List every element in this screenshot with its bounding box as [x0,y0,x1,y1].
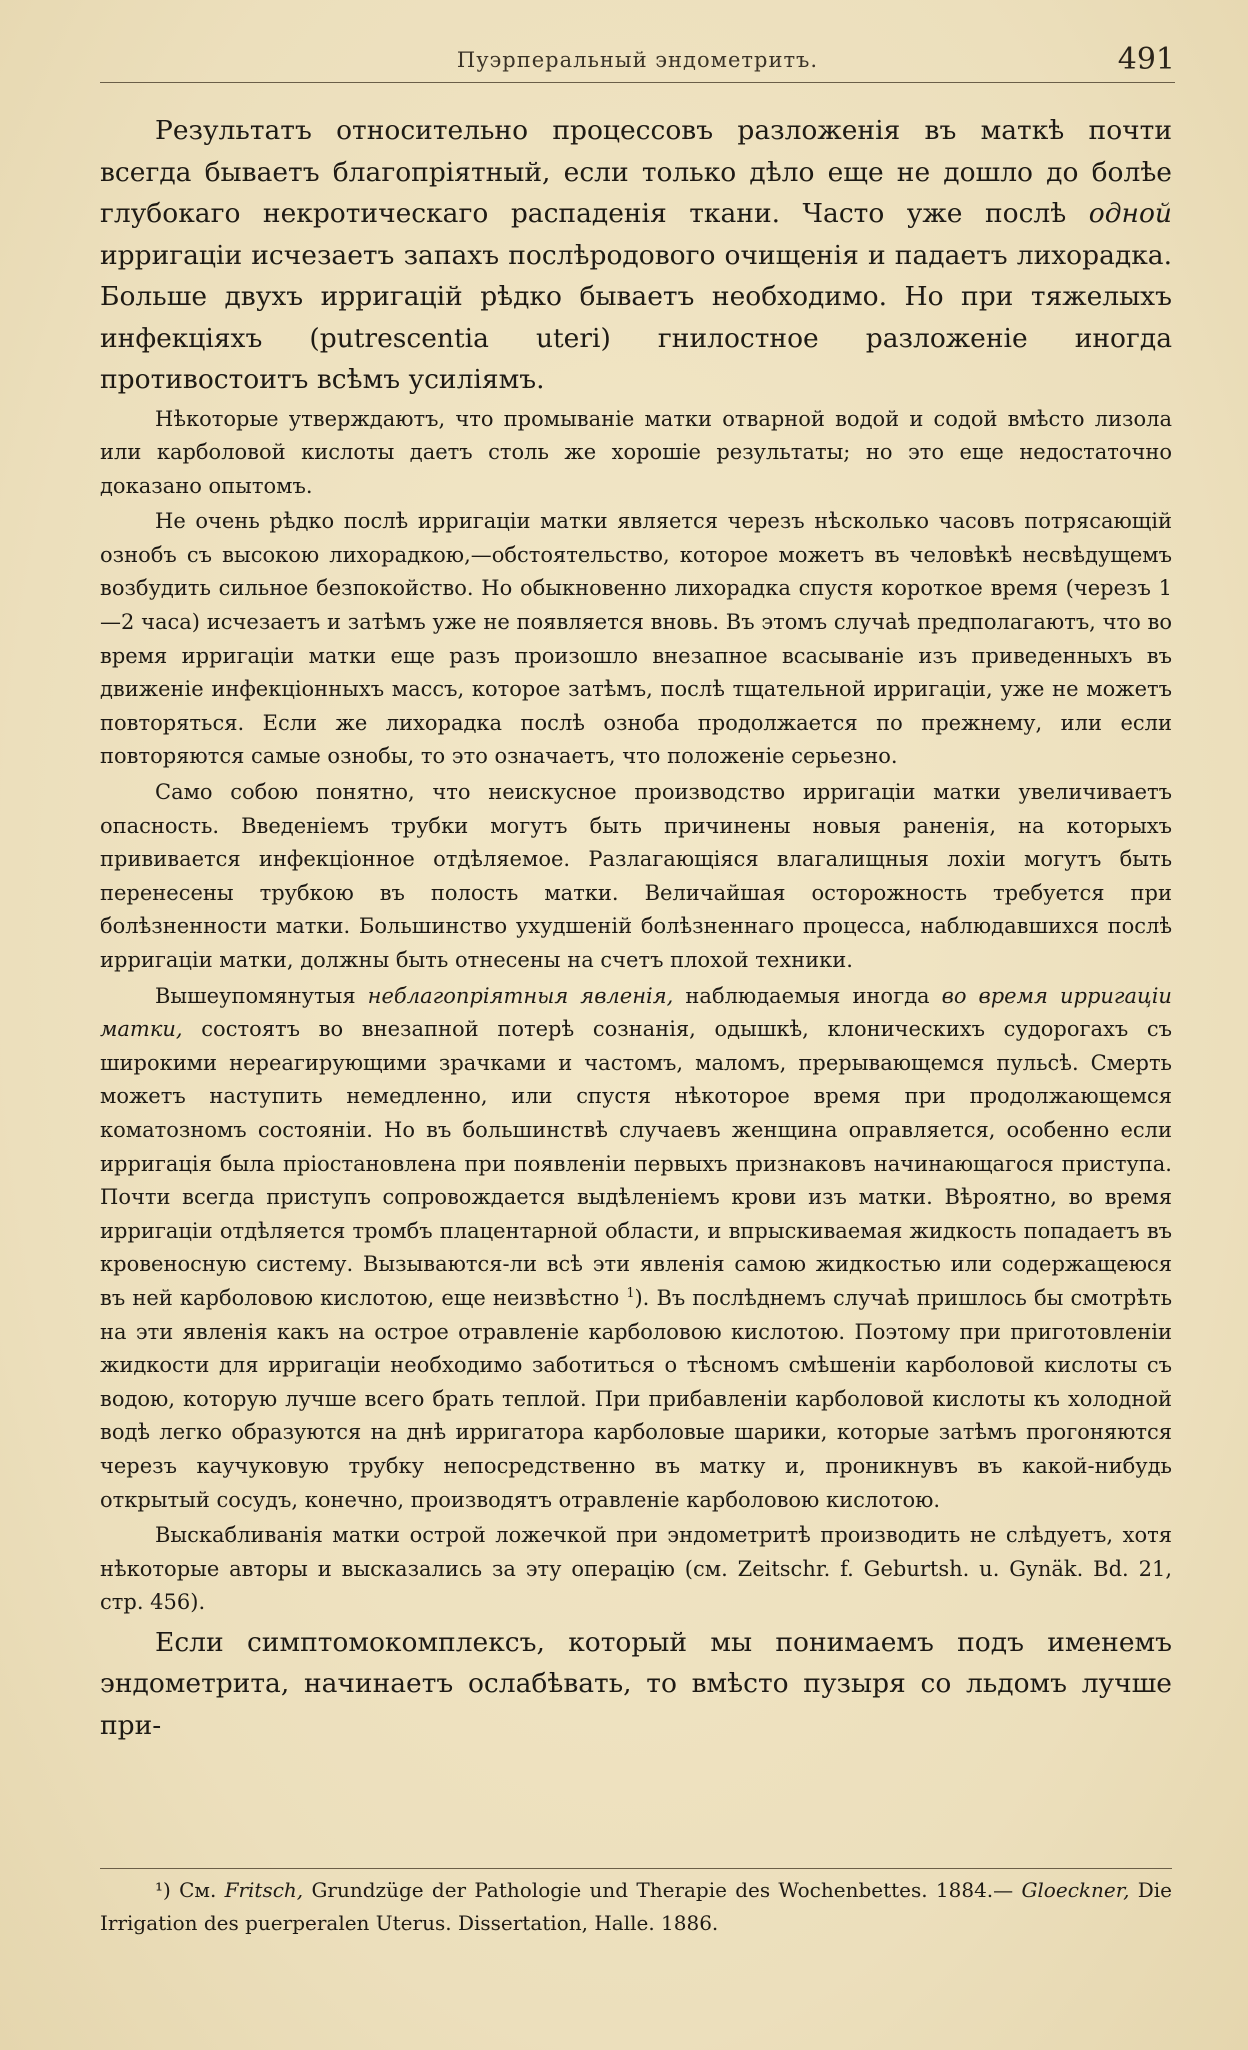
paragraph-1-end: ирригаціи исчезаетъ запахъ послѣродового очищенія и падаетъ лихорадка. Больше двухъ ирригацій рѣдко бываетъ необходимо. Но при тяжелыхъ инфекціяхъ (putrescentia uteri) гнилостное разложеніе иногда противостоитъ всѣмъ усиліямъ. [100,239,1172,395]
paragraph-5-d: ). Въ послѣднемъ случаѣ пришлось бы смотрѣть на эти явленія какъ на острое отравленіе карболовою кислотою. Поэтому при приготовленіи жидкости для ирригаціи необходимо заботиться о тѣсномъ смѣшеніи карболовой кислоты съ водою, которую лучше всего брать теплой. При прибавленіи карболовой кислоты къ холодной водѣ легко образуются на днѣ ирригатора карболовые шарики, которые затѣмъ прогоняются черезъ каучуковую трубку непосредственно въ матку и, проникнувъ въ какой-нибудь открытый сосудъ, конечно, производятъ отравленіе карболовою кислотою. [100,1285,1172,1512]
paragraph-7: Если симптомокомплексъ, который мы понимаемъ подъ именемъ эндометрита, начинаетъ ослабѣвать, то вмѣсто пузыря со льдомъ лучше при- [100,1626,1172,1741]
body-text [100,110,1172,1746]
page-header [100,42,1175,83]
page-number: 491 [1117,42,1175,77]
paragraph-5-a: Вышеупомянутыя [155,983,356,1008]
footnote-mark: ¹) См. [155,1878,217,1902]
paragraph-1 [100,110,1172,401]
running-title: Пуэрперальный эндометритъ. [456,48,819,72]
emphasis-during-irrigation: во время ирригаціи матки, [100,983,1172,1042]
paragraph-5 [100,980,1172,1518]
paragraph-1-text: Результатъ относительно процессовъ разложенія въ маткѣ почти всегда бываетъ благопріятный, если только дѣло еще не дошло до болѣе глубокаго некротическаго распаденія ткани. Часто уже послѣ [100,115,1172,229]
paragraph-5-c: состоятъ во внезапной потерѣ сознанія, одышкѣ, клоническихъ судорогахъ съ широкими нереагирующими зрачками и частомъ, маломъ, прерывающемся пульсѣ. Смерть можетъ наступить немедленно, или спустя нѣкоторое время при продолжающемся коматозномъ состояніи. Но въ большинствѣ случаевъ женщина оправляется, особенно если ирригація была пріостановлена при появленіи первыхъ признаковъ начинающагося приступа. Почти всегда приступъ сопровождается выдѣленіемъ крови изъ матки. Вѣроятно, во время ирригаціи отдѣляется тромбъ плацентарной области, и впрыскиваемая жидкость попадаетъ въ кровеносную систему. Вызываются-ли всѣ эти явленія самою жидкостью или содержащеюся въ ней карболовою кислотою, еще неизвѣстно [100,1017,1172,1310]
footnote-text-1: Grundzüge der Pathologie und Therapie des Wochenbettes. 1884.— [311,1878,1014,1902]
footnote-reference: 1 [626,1284,635,1300]
footnote-divider [100,1868,1172,1869]
paragraph-4: Само собою понятно, что неискусное производство ирригаціи матки увеличиваетъ опасность. Введеніемъ трубки могутъ быть причинены новыя раненія, на которыхъ прививается инфекціонное отдѣляемое. Разлагающіяся влагалищныя лохіи могутъ быть перенесены трубкою въ полость матки. Величайшая осторожность требуется при болѣзненности матки. Большинство ухудшеній болѣзненнаго процесса, наблюдавшихся послѣ ирригаціи матки, должны быть отнесены на счетъ плохой техники. [100,780,1172,972]
paragraph-5-b: наблюдаемыя иногда [685,983,930,1008]
emphasis-odnoy: одной [1088,198,1172,229]
footnote-text-2: Die Irrigation des puerperalen Uterus. Dissertation, Halle. 1886. [100,1878,1173,1935]
footnotes [100,1874,1172,1940]
paragraph-2: Нѣкоторые утверждаютъ, что промываніе матки отварной водой и содой вмѣсто лизола или карболовой кислоты даетъ столь же хорошіе результаты; но это еще недостаточно доказано опытомъ. [100,406,1172,498]
footnote-author-gloeckner: Gloeckner, [1021,1878,1130,1902]
footnote-1 [100,1874,1172,1940]
paragraph-6: Выскабливанія матки острой ложечкой при эндометритѣ производить не слѣдуетъ, хотя нѣкоторые авторы и высказались за эту операцію (см. Zeitschr. f. Geburtsh. u. Gynäk. Bd. 21, стр. 456). [100,1523,1172,1615]
emphasis-unfavorable-phenomena: неблагопріятныя явленія, [367,983,674,1008]
footnote-author-fritsch: Fritsch, [224,1878,304,1902]
paragraph-3: Не очень рѣдко послѣ ирригаціи матки является черезъ нѣсколько часовъ потрясающій ознобъ съ высокою лихорадкою,—обстоятельство, которое можетъ въ человѣкѣ несвѣдущемъ возбудить сильное безпокойство. Но обыкновенно лихорадка спустя короткое время (черезъ 1—2 часа) исчезаетъ и затѣмъ уже не появляется вновь. Въ этомъ случаѣ предполагаютъ, что во время ирригаціи матки еще разъ произошло внезапное всасываніе изъ приведенныхъ въ движеніе инфекціонныхъ массъ, которое затѣмъ, послѣ тщательной ирригаціи, уже не можетъ повторяться. Если же лихорадка послѣ озноба продолжается по прежнему, или если повторяются самые ознобы, то это означаетъ, что положеніе серьезно. [100,509,1172,769]
